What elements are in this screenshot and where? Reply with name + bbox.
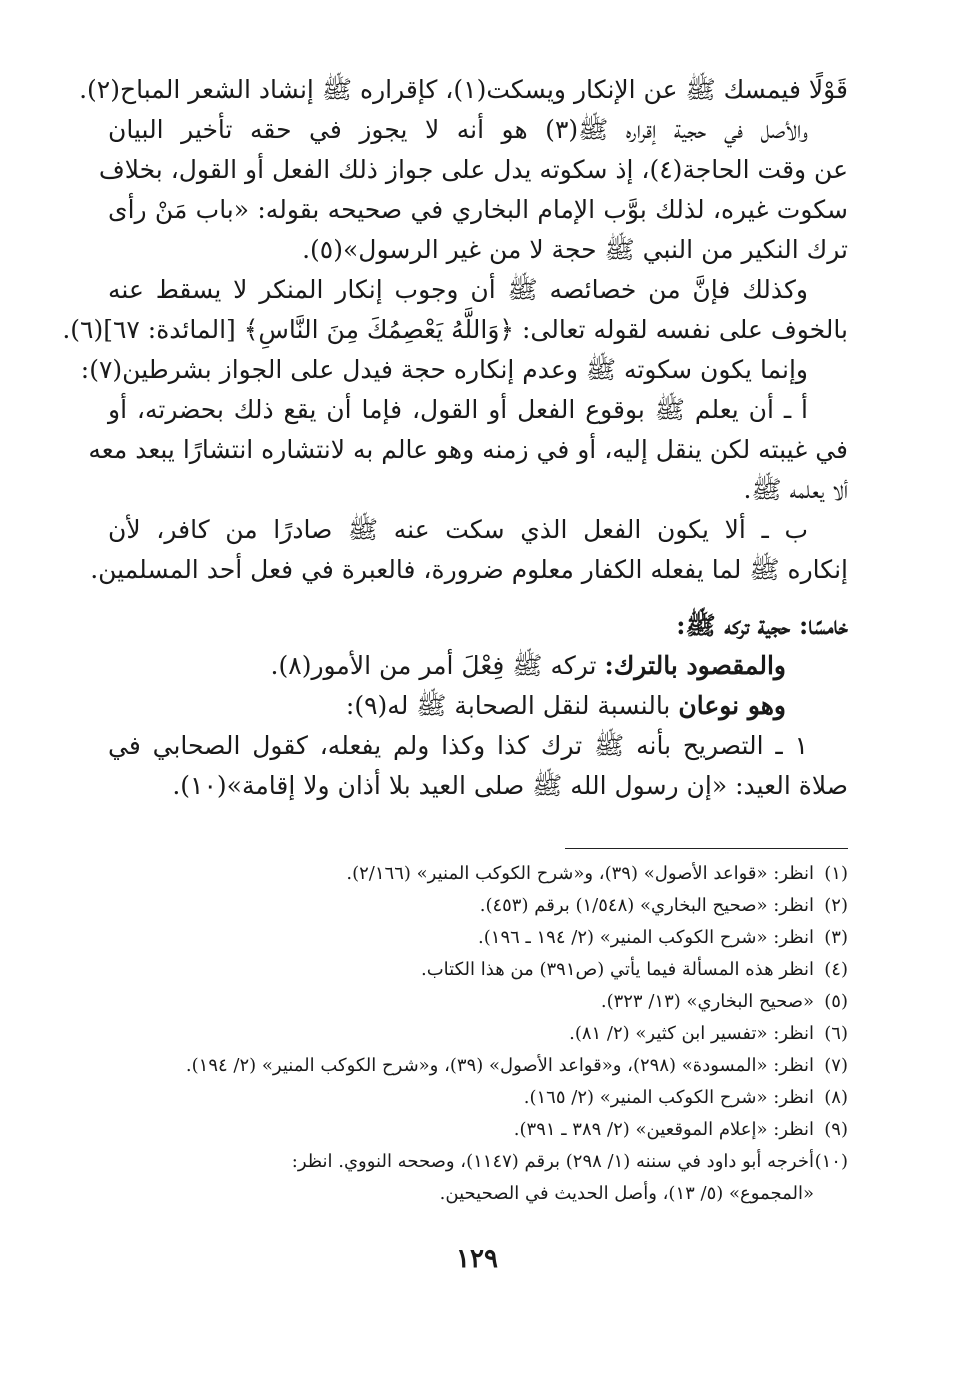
definition-line [108, 646, 848, 686]
footnote-separator [565, 848, 848, 849]
footnote-number: (٥) [824, 991, 848, 1012]
body-line: إنكاره ﷺ لما يفعله الكفار معلوم ضرورة، فالعبرة في فعل أحد المسلمين. [90, 555, 848, 584]
body-line: عن وقت الحاجة(٤)، إذ سكوته يدل على جواز ذلك الفعل أو القول، بخلاف [98, 155, 848, 184]
page-body [62, 70, 848, 806]
body-line: ألا يعلمه ﷺ. [743, 475, 848, 504]
body-line: ١ ـ التصريح بأنه ﷺ ترك كذا وكذا ولم يفعله، كقول الصحابي في [108, 731, 808, 760]
footnote-number: (١) [824, 863, 848, 884]
footnote [108, 1050, 848, 1082]
footnote [108, 954, 848, 986]
footnote-continuation: «المجموع» (٥/ ١٣)، وأصل الحديث في الصحيحين. [439, 1183, 814, 1204]
page-number: ١٢٩ [456, 1244, 498, 1274]
definition-text: بالنسبة لنقل الصحابة ﷺ له(٩): [345, 691, 679, 720]
body-line: قَوْلًا فيمسك ﷺ عن الإنكار ويسكت(١)، كإقراره ﷺ إنشاد الشعر المباح(٢). [79, 75, 848, 104]
body-line: بالخوف على نفسه لقوله تعالى: ﴿وَاللَّهُ يَعْصِمُكَ مِنَ النَّاسِ﴾ [المائدة: ٦٧](٦). [62, 315, 848, 344]
body-line: صلاة العيد: «إن رسول الله ﷺ صلى العيد بلا أذان ولا إقامة»(١٠). [172, 771, 848, 800]
footnote-text: أخرجه أبو داود في سننه (١/ ٢٩٨) برقم (١١٤٧)، وصححه النووي. انظر: [291, 1151, 814, 1172]
footnote-number: (٨) [824, 1087, 848, 1108]
footnote-number: (٣) [824, 927, 848, 948]
footnote-text: انظر: «إعلام الموقعين» (٢/ ٣٨٩ ـ ٣٩١). [513, 1119, 814, 1140]
definition-label: والمقصود بالترك: [604, 651, 786, 680]
footnote-text: انظر هذه المسألة فيما يأتي (ص٣٩١) من هذا الكتاب. [421, 959, 814, 980]
section-spacer [108, 590, 848, 606]
footnote [108, 1018, 848, 1050]
footnote [108, 986, 848, 1018]
footnote-text: انظر: «شرح الكوكب المنير» (٢/ ١٩٤ ـ ١٩٦). [478, 927, 814, 948]
footnote [108, 890, 848, 922]
footnote-number: (٤) [824, 959, 848, 980]
footnote [108, 1146, 848, 1178]
body-line: في غيبته لكن ينقل إليه، أو في زمنه وهو عالم به لانتشاره انتشارًا يبعد معه [88, 435, 848, 464]
footnote-number: (٢) [824, 895, 848, 916]
body-line: والأصل في حجية إقراره ﷺ(٣) هو أنه لا يجوز في حقه تأخير البيان [108, 115, 808, 144]
footnote-number: (٩) [824, 1119, 848, 1140]
definition-line [108, 686, 848, 726]
footnote-text: انظر: «المسودة» (٢٩٨)، و«قواعد الأصول» (٣٩)، و«شرح الكوكب المنير» (٢/ ١٩٤). [185, 1055, 814, 1076]
footnote-text: انظر: «صحيح البخاري» (١/٥٤٨) برقم (٤٥٣). [479, 895, 814, 916]
body-line: ترك النكير من النبي ﷺ حجة لا من غير الرسول»(٥). [302, 235, 848, 264]
footnote-text: انظر: «قواعد الأصول» (٣٩)، و«شرح الكوكب المنير» (٢/١٦٦). [346, 863, 814, 884]
footnote-number: (١٠) [814, 1151, 848, 1172]
footnote [108, 1114, 848, 1146]
body-line: وكذلك فإنَّ من خصائصه ﷺ أن وجوب إنكار المنكر لا يسقط عنه [108, 275, 808, 304]
body-line: وإنما يكون سكوته ﷺ وعدم إنكاره حجة فيدل على الجواز بشرطين(٧): [80, 355, 808, 384]
body-line: ب ـ ألا يكون الفعل الذي سكت عنه ﷺ صادرًا من كافر، لأن [108, 515, 808, 544]
footnote-text: «صحيح البخاري» (١٣/ ٣٢٣). [600, 991, 814, 1012]
footnote-number: (٦) [824, 1023, 848, 1044]
footnote [108, 858, 848, 890]
footnote [108, 922, 848, 954]
footnote-number: (٧) [824, 1055, 848, 1076]
footnote-text: انظر: «تفسير ابن كثير» (٢/ ٨١). [569, 1023, 814, 1044]
definition-text: تركه ﷺ فِعْلَ أمر من الأمور(٨). [270, 651, 605, 680]
section-heading: خامسًا: حجية تركه ﷺ: [676, 611, 848, 640]
footnote-text: انظر: «شرح الكوكب المنير» (٢/ ١٦٥). [523, 1087, 814, 1108]
footnote [108, 1082, 848, 1114]
definition-label: وهو نوعان [678, 691, 786, 720]
body-line: أ ـ أن يعلم ﷺ بوقوع الفعل أو القول، فإما أن يقع ذلك بحضرته، أو [108, 395, 808, 424]
body-line: سكوت غيره، لذلك بوَّب الإمام البخاري في صحيحه بقوله: «باب مَنْ رأى [108, 195, 848, 224]
